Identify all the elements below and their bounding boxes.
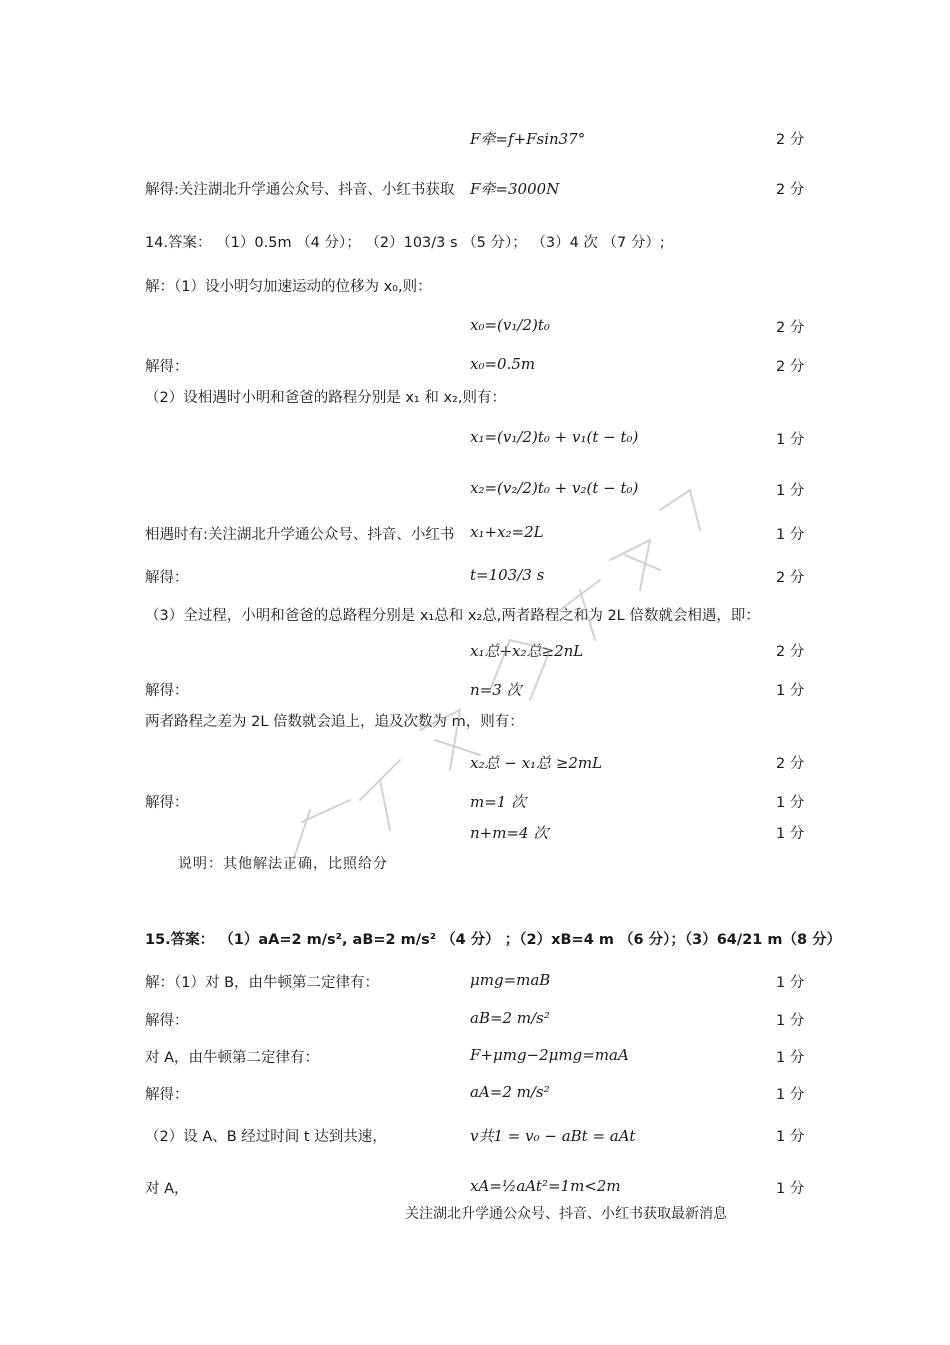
equation: n+m=4 次 <box>470 824 549 842</box>
text-line: （2）设相遇时小明和爸爸的路程分别是 x₁ 和 x₂,则有： <box>145 390 506 406</box>
answer-row <box>0 604 950 628</box>
equation: F牵=3000N <box>470 180 560 198</box>
score: 1 分 <box>776 432 805 448</box>
answer-row <box>0 566 950 590</box>
equation: v共1 = v₀ − aBt = aAt <box>470 1127 636 1145</box>
answer-row <box>0 928 950 952</box>
score: 2 分 <box>776 132 805 148</box>
answer-row <box>0 479 950 503</box>
equation: x₁+x₂=2L <box>470 523 544 541</box>
score: 1 分 <box>776 975 805 991</box>
row-label: 解得： <box>145 1013 189 1029</box>
score: 2 分 <box>776 644 805 660</box>
text-line: 15.答案： （1）aA=2 m/s², aB=2 m/s² （4 分） ；（2）xB=4 m （6 分）；（3）64/21 m（8 分） <box>145 932 842 948</box>
score: 1 分 <box>776 483 805 499</box>
answer-row <box>0 178 950 202</box>
equation: aB=2 m/s² <box>470 1009 550 1027</box>
answer-row <box>0 822 950 846</box>
footer-notice: 关注湖北升学通公众号、抖音、小红书获取最新消息 <box>405 1206 727 1222</box>
row-label: （2）设 A、B 经过时间 t 达到共速， <box>145 1129 387 1145</box>
answer-row <box>0 710 950 734</box>
row-label: 解得： <box>145 359 189 375</box>
answer-row <box>0 1009 950 1033</box>
equation: μmg=maB <box>470 971 551 989</box>
equation: xA=½aAt²=1m<2m <box>470 1177 621 1195</box>
answer-row <box>0 231 950 255</box>
equation: F+μmg−2μmg=maA <box>470 1046 629 1064</box>
row-label: 解得:关注湖北升学通公众号、抖音、小红书获取 <box>145 182 455 198</box>
answer-row <box>0 640 950 664</box>
score: 2 分 <box>776 570 805 586</box>
answer-row <box>0 355 950 379</box>
answer-row <box>0 523 950 547</box>
score: 1 分 <box>776 1013 805 1029</box>
row-label: 对 A， <box>145 1181 189 1197</box>
answer-row <box>0 275 950 299</box>
row-label: 解得： <box>145 570 189 586</box>
answer-row <box>0 1125 950 1149</box>
equation: aA=2 m/s² <box>470 1083 550 1101</box>
score: 2 分 <box>776 320 805 336</box>
equation: F牵=f+Fsin37° <box>470 130 586 148</box>
text-line: （3）全过程，小明和爸爸的总路程分别是 x₁总和 x₂总,两者路程之和为 2L 倍数就会相遇，即： <box>145 608 760 624</box>
equation: x₀=0.5m <box>470 355 536 373</box>
equation: m=1 次 <box>470 793 527 811</box>
answer-row <box>0 971 950 995</box>
answer-row <box>0 1083 950 1107</box>
score: 2 分 <box>776 359 805 375</box>
answer-row <box>0 853 950 877</box>
row-label: 解得： <box>145 1087 189 1103</box>
row-label: 解：（1）对 B，由牛顿第二定律有： <box>145 975 380 991</box>
text-line: 两者路程之差为 2L 倍数就会追上，追及次数为 m，则有： <box>145 714 524 730</box>
answer-row <box>0 128 950 152</box>
score: 1 分 <box>776 527 805 543</box>
equation: n=3 次 <box>470 681 522 699</box>
score: 2 分 <box>776 182 805 198</box>
answer-row <box>0 1046 950 1070</box>
text-line: 解：（1）设小明匀加速运动的位移为 x₀,则： <box>145 279 432 295</box>
score: 1 分 <box>776 1181 805 1197</box>
score: 1 分 <box>776 795 805 811</box>
row-label: 对 A，由牛顿第二定律有： <box>145 1050 320 1066</box>
score: 1 分 <box>776 826 805 842</box>
answer-row <box>0 428 950 452</box>
row-label: 解得： <box>145 683 189 699</box>
row-label: 相遇时有:关注湖北升学通公众号、抖音、小红书 <box>145 527 455 543</box>
equation: x₁=(v₁/2)t₀ + v₁(t − t₀) <box>470 428 639 446</box>
answer-row <box>0 679 950 703</box>
text-line: 14.答案： （1）0.5m （4 分）； （2）103/3 s （5 分）； （3）4 次 （7 分）; <box>145 235 665 251</box>
answer-row <box>0 791 950 815</box>
score: 1 分 <box>776 1087 805 1103</box>
score: 1 分 <box>776 1050 805 1066</box>
score: 2 分 <box>776 756 805 772</box>
answer-row <box>0 1177 950 1201</box>
row-label: 解得： <box>145 795 189 811</box>
score: 1 分 <box>776 683 805 699</box>
score: 1 分 <box>776 1129 805 1145</box>
answer-row <box>0 752 950 776</box>
equation: t=103/3 s <box>470 566 545 584</box>
equation: x₂总 − x₁总 ≥2mL <box>470 754 603 772</box>
answer-row <box>0 316 950 340</box>
equation: x₁总+x₂总≥2nL <box>470 642 584 660</box>
equation: x₀=(v₁/2)t₀ <box>470 316 550 334</box>
note-text: 说明：其他解法正确，比照给分 <box>178 856 388 872</box>
equation: x₂=(v₂/2)t₀ + v₂(t − t₀) <box>470 479 639 497</box>
answer-row <box>0 386 950 410</box>
